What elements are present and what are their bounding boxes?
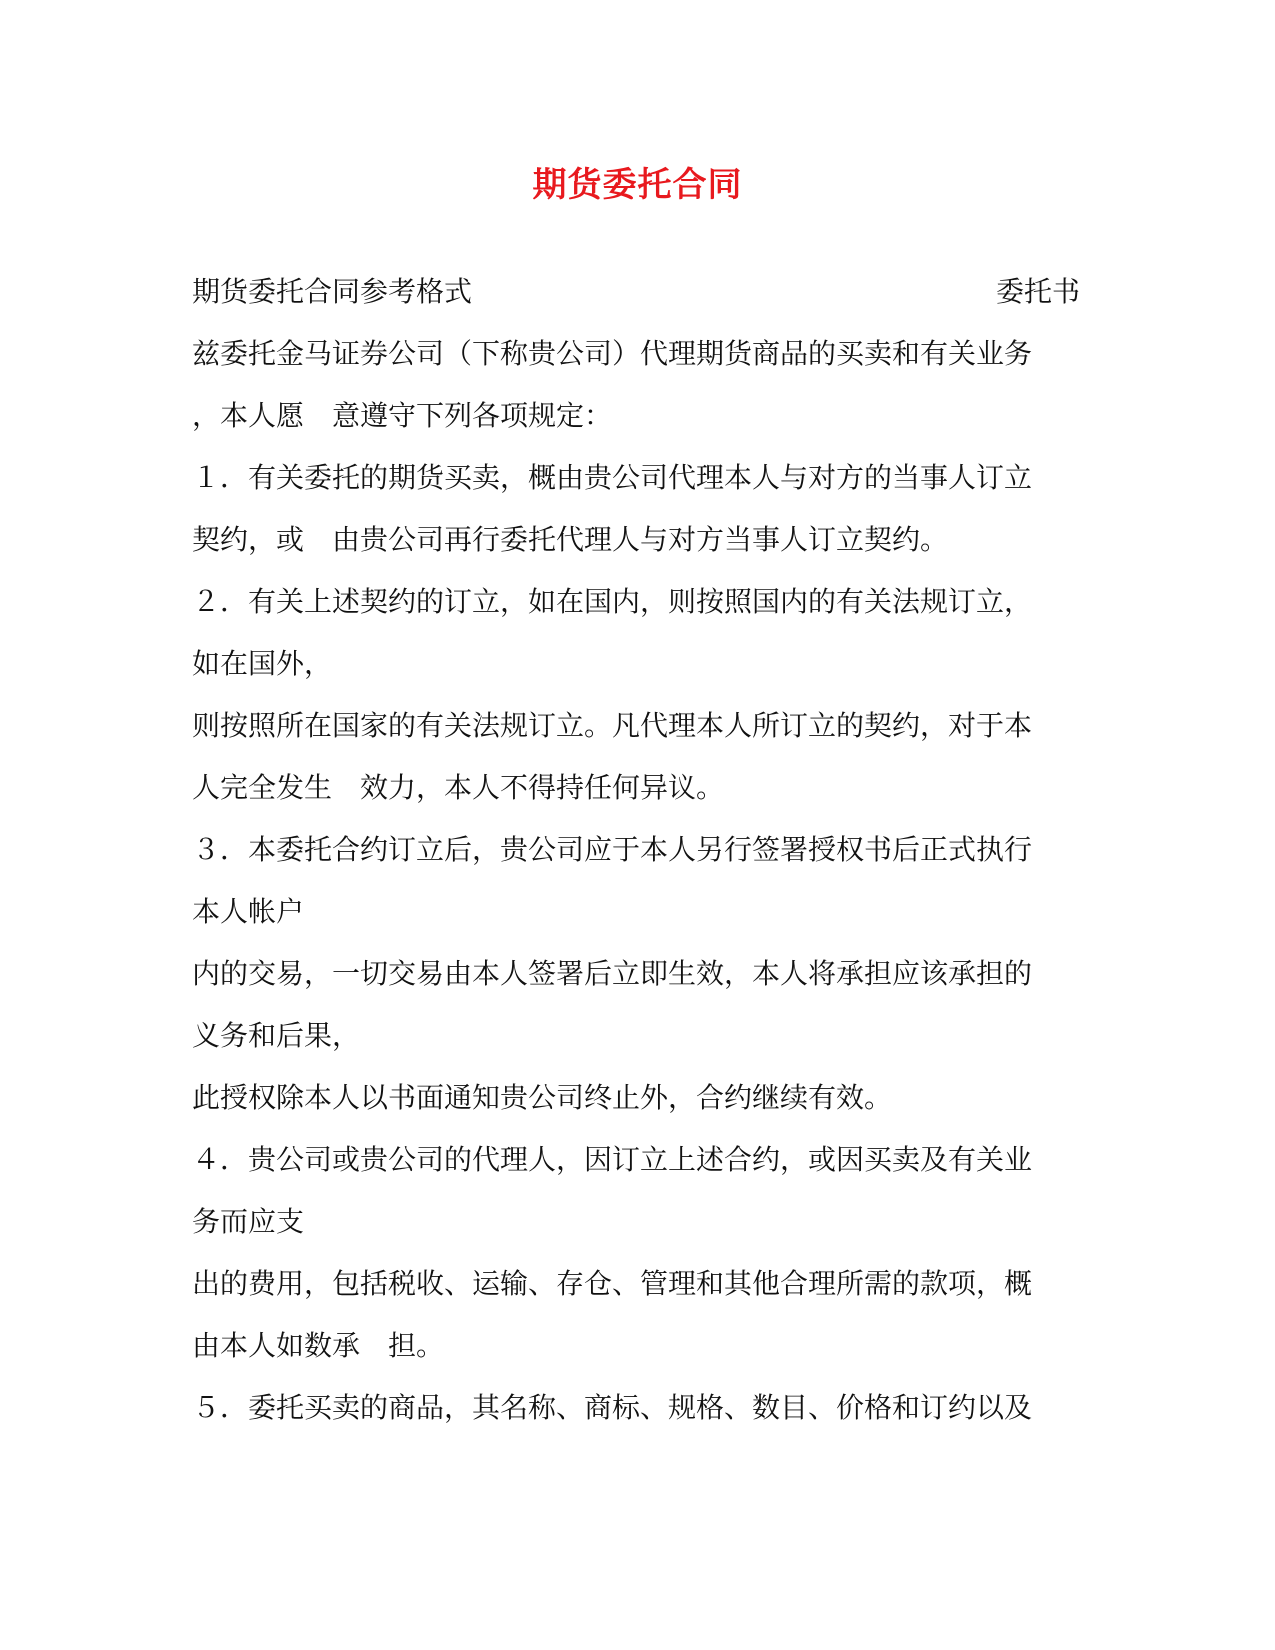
body-line: １．有关委托的期货买卖，概由贵公司代理本人与对方的当事人订立 [192, 461, 1033, 494]
body-line: 此授权除本人以书面通知贵公司终止外，合约继续有效。 [192, 1081, 893, 1114]
subtitle-right: 委托书 [995, 275, 1080, 308]
body-line: ，本人愿 意遵守下列各项规定： [192, 399, 613, 432]
body-line: 务而应支 [192, 1205, 305, 1238]
body-line: 如在国外， [192, 647, 333, 680]
body-line: ２．有关上述契约的订立，如在国内，则按照国内的有关法规订立， [192, 585, 1033, 618]
body-line: 本人帐户 [192, 895, 305, 928]
body-line: ３．本委托合约订立后，贵公司应于本人另行签署授权书后正式执行 [192, 833, 1033, 866]
body-line: ４．贵公司或贵公司的代理人，因订立上述合约，或因买卖及有关业 [192, 1143, 1033, 1176]
subtitle-left: 期货委托合同参考格式 [192, 275, 473, 308]
body-line: 兹委托金马证券公司（下称贵公司）代理期货商品的买卖和有关业务 [192, 337, 1033, 370]
body-line: 出的费用，包括税收、运输、存仓、管理和其他合理所需的款项，概 [192, 1267, 1033, 1300]
body-line: 契约，或 由贵公司再行委托代理人与对方当事人订立契约。 [192, 523, 949, 556]
body-line: 人完全发生 效力，本人不得持任何异议。 [192, 771, 725, 804]
body-line: 内的交易，一切交易由本人签署后立即生效，本人将承担应该承担的 [192, 957, 1033, 990]
body-line: 义务和后果， [192, 1019, 361, 1052]
body-line: ５．委托买卖的商品，其名称、商标、规格、数目、价格和订约以及 [192, 1391, 1033, 1424]
body-line: 则按照所在国家的有关法规订立。凡代理本人所订立的契约，对于本 [192, 709, 1033, 742]
body-line: 由本人如数承 担。 [192, 1329, 445, 1362]
subtitle-line [192, 275, 1072, 308]
document-title: 期货委托合同 [532, 165, 743, 205]
